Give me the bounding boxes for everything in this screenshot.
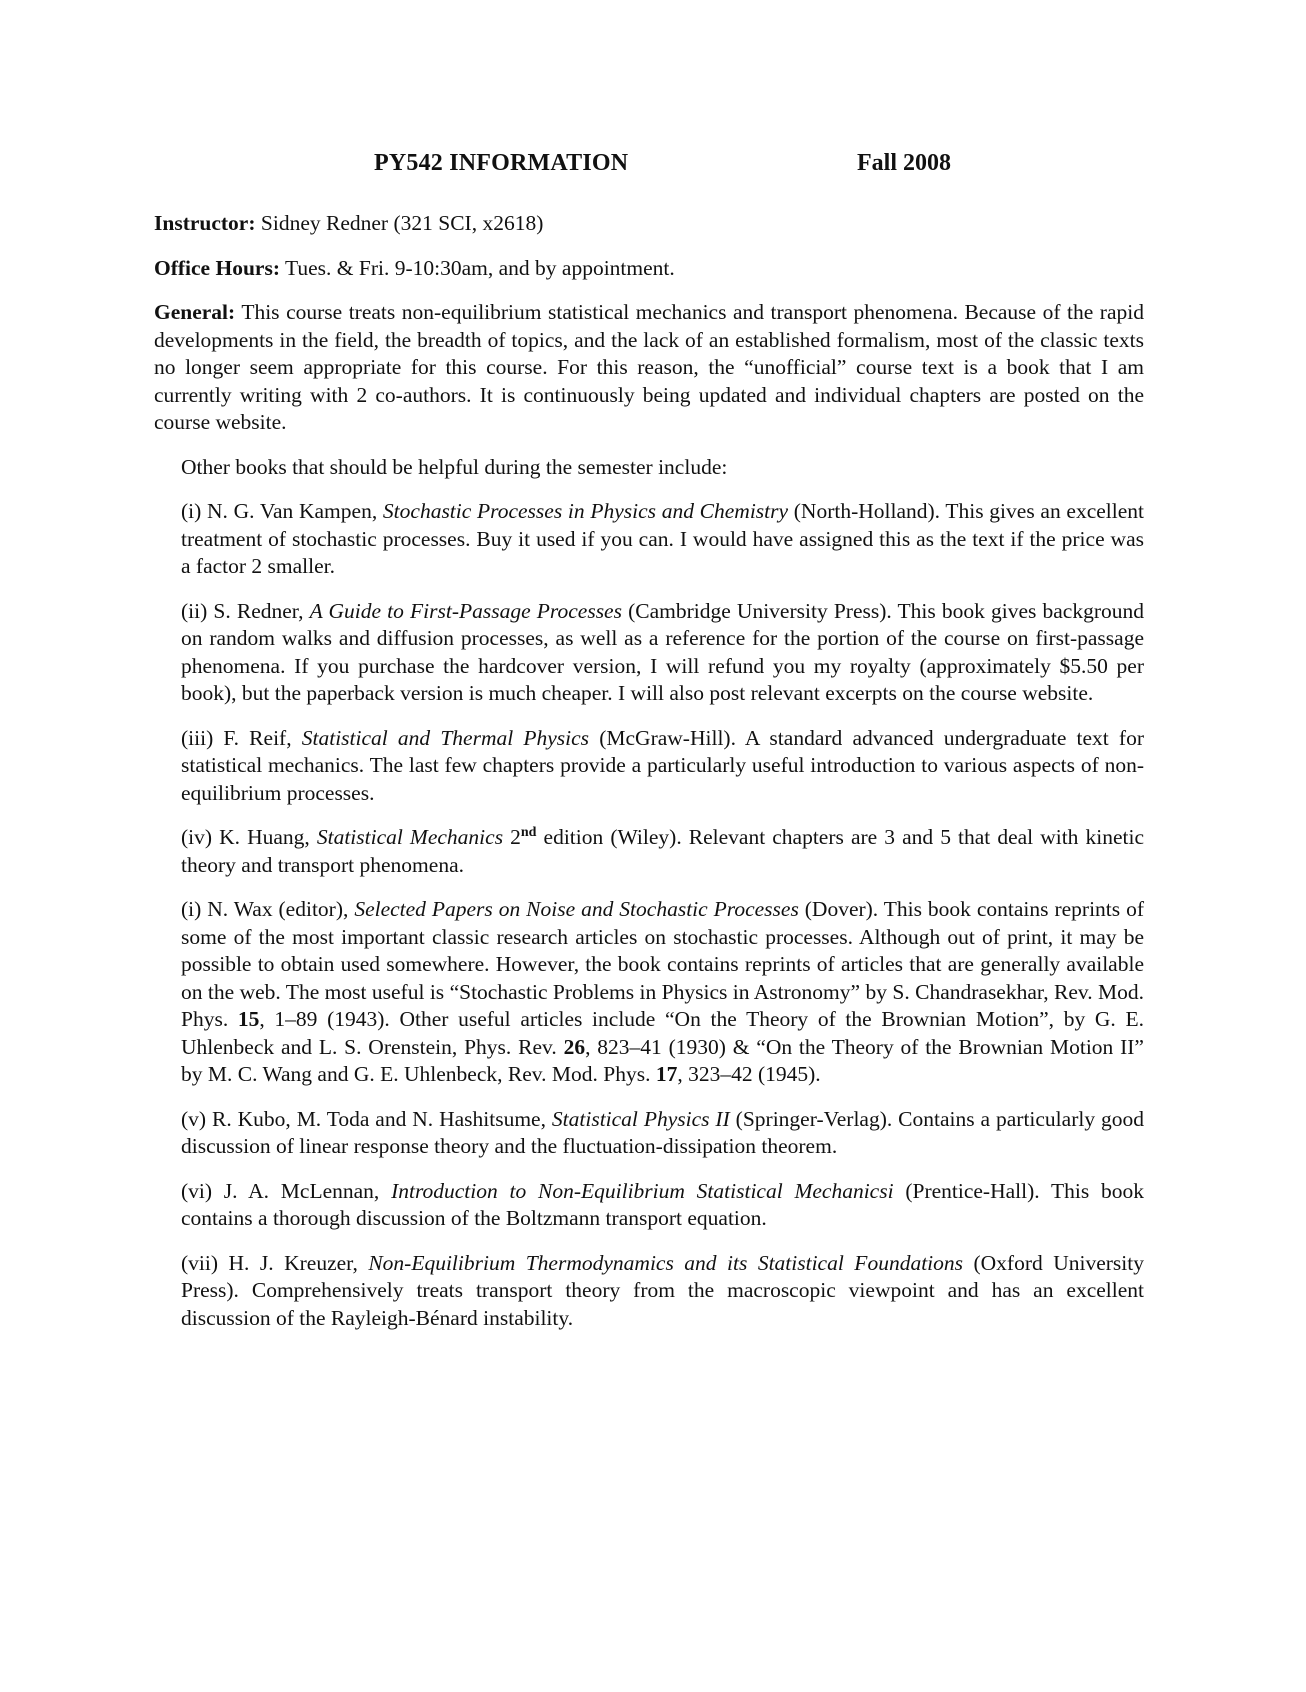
book-title: Selected Papers on Noise and Stochastic Processes <box>354 897 799 921</box>
document-body <box>154 210 1144 1349</box>
book-entry-description: (Springer-Verlag). Contains a particularly good discussion of linear response theory and the fluctuation-dissipation theorem. <box>181 1106 1144 1158</box>
books-intro: Other books that should be helpful during the semester include: <box>181 454 728 479</box>
book-entry-prefix: (ii) S. Redner, <box>181 598 310 623</box>
book-entry-description: (North-Holland). This gives an excellent treatment of stochastic processes. Buy it used if you can. I would have assigned this as the text if the price was a factor 2 smaller. <box>181 499 1144 578</box>
book-entry-redner <box>181 598 1144 708</box>
book-entry-description: (Prentice-Hall). This book contains a thorough discussion of the Boltzmann transport equation. <box>181 1178 1144 1230</box>
general-paragraph <box>154 299 1144 437</box>
book-title: Non-Equilibrium Thermodynamics and its Statistical Foundations <box>368 1250 964 1275</box>
instructor-text: Sidney Redner (321 SCI, x2618) <box>260 211 544 235</box>
book-entry-prefix: (vii) H. J. Kreuzer, <box>181 1250 369 1275</box>
book-entry-wax <box>181 896 1144 1089</box>
office-hours-paragraph <box>154 255 1144 283</box>
book-entry-prefix: (i) N. Wax (editor), <box>181 897 355 921</box>
book-entry-description: edition (Wiley). Relevant chapters are 3 and 5 that deal with kinetic theory and transport phenomena. <box>181 825 1145 877</box>
book-title: Statistical Physics II <box>551 1106 730 1131</box>
book-entry-kreuzer <box>181 1250 1144 1333</box>
book-entry-description: , 323–42 (1945). <box>677 1062 821 1086</box>
book-entry-description: , 823–41 (1930) & “On the Theory of the Brownian Motion II” by M. C. Wang and G. E. Uhlenbeck, Rev. Mod. Phys. <box>181 1034 1144 1086</box>
book-title: Introduction to Non-Equilibrium Statistical Mechanicsi <box>391 1178 894 1203</box>
book-entry-prefix: (iv) K. Huang, <box>181 825 317 849</box>
book-title: Stochastic Processes in Physics and Chemistry <box>382 499 789 523</box>
course-term: Fall 2008 <box>857 150 951 176</box>
journal-volume: 26 <box>563 1034 586 1059</box>
edition-number: 2 <box>510 825 521 849</box>
book-title: Statistical Mechanics <box>316 825 504 849</box>
book-entry-van-kampen <box>181 498 1144 581</box>
book-title: Statistical and Thermal Physics <box>301 725 590 750</box>
general-label: General: <box>154 300 236 324</box>
book-entry-description: (McGraw-Hill). A standard advanced undergraduate text for statistical mechanics. The last few chapters provide a particularly useful introduction to various aspects of non-equilibrium processes. <box>181 725 1145 805</box>
instructor-label: Instructor: <box>154 211 256 235</box>
book-entry-prefix: (iii) F. Reif, <box>181 725 302 750</box>
edition-superscript: nd <box>520 824 537 840</box>
book-entry-description: (Oxford University Press). Comprehensively treats transport theory from the macroscopic viewpoint and has an excellent discussion of the Rayleigh-Bénard instability. <box>181 1250 1144 1330</box>
book-entry-prefix: (i) N. G. Van Kampen, <box>181 499 383 523</box>
document-header <box>0 150 1306 190</box>
book-entry-description: (Dover). This book contains reprints of some of the most important classic research articles on stochastic processes. Although out of print, it may be possible to obtain used somewhere. However, the book contains reprints of articles that are generally available on the web. The most useful is “Stochastic Problems in Physics in Astronomy” by S. Chandrasekhar, Rev. Mod. Phys. <box>181 897 1144 1031</box>
book-entry-prefix: (vi) J. A. McLennan, <box>181 1178 392 1203</box>
book-entry-mclennan <box>181 1178 1144 1233</box>
book-entry-prefix: (v) R. Kubo, M. Toda and N. Hashitsume, <box>181 1106 552 1131</box>
course-title: PY542 INFORMATION <box>374 150 629 176</box>
book-entry-reif <box>181 725 1144 808</box>
book-entry-description: (Cambridge University Press). This book gives background on random walks and diffusion processes, as well as a reference for the portion of the course on first-passage phenomena. If you purchase the hardcover version, I will refund you my royalty (approximately $5.50 per book), but the paperback version is much cheaper. I will also post relevant excerpts on the course website. <box>181 598 1144 705</box>
general-text: This course treats non-equilibrium statistical mechanics and transport phenomena. Because of the rapid developments in the field, the breadth of topics, and the lack of an established formalism, most of the classic texts no longer seem appropriate for this course. For this reason, the “unofficial” course text is a book that I am currently writing with 2 co-authors. It is continuously being updated and individual chapters are posted on the course website. <box>154 300 1144 434</box>
office-hours-text: Tues. & Fri. 9-10:30am, and by appointment. <box>284 255 675 280</box>
instructor-paragraph <box>154 210 1144 238</box>
book-entry-huang <box>181 824 1144 879</box>
journal-volume: 17 <box>655 1062 678 1086</box>
book-entry-description: , 1–89 (1943). Other useful articles include “On the Theory of the Brownian Motion”, by G. E. Uhlenbeck and L. S. Orenstein, Phys. Rev. <box>181 1007 1144 1059</box>
office-hours-label: Office Hours: <box>154 255 280 280</box>
journal-volume: 15 <box>237 1007 260 1031</box>
book-title: A Guide to First-Passage Processes <box>309 598 622 623</box>
book-entry-kubo <box>181 1106 1144 1161</box>
